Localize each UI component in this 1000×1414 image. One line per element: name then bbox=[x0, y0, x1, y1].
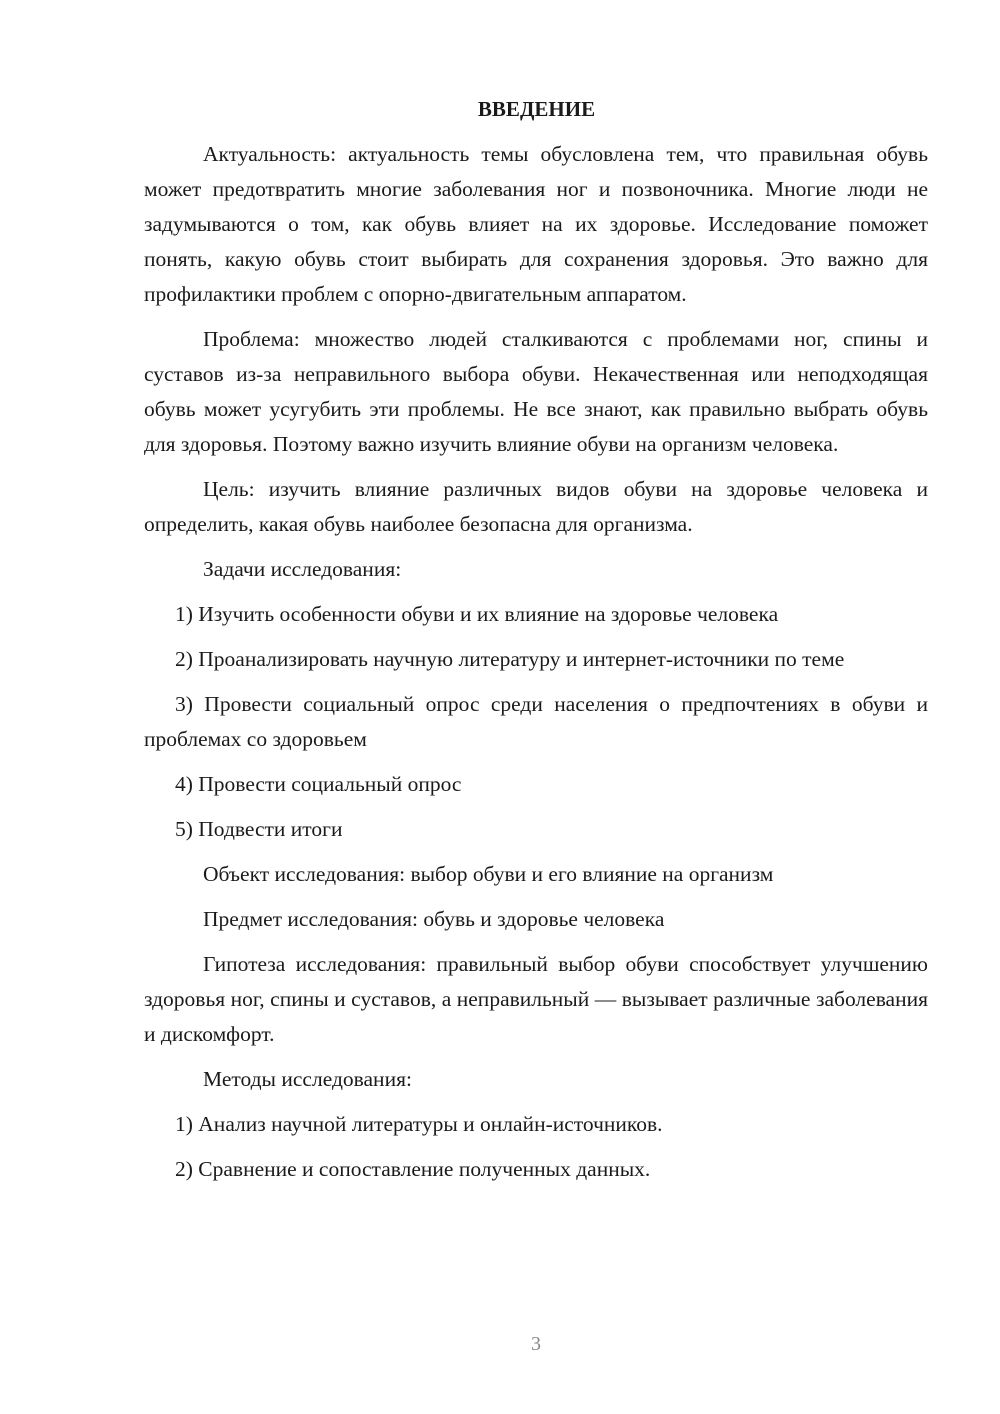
problem-paragraph: Проблема: множество людей сталкиваются с проблемами ног, спины и суставов из-за неправильного выбора обуви. Некачественная или неподходящая обувь может усугубить эти проблемы. Не все знают, как правильно выбрать обувь для здоровья. Поэтому важно изучить влияние обуви на организм человека. bbox=[144, 327, 928, 456]
section-heading: ВВЕДЕНИЕ bbox=[477, 97, 596, 121]
research-subject: Предмет исследования: обувь и здоровье человека bbox=[203, 907, 665, 931]
relevance-paragraph: Актуальность: актуальность темы обусловлена тем, что правильная обувь может предотвратить многие заболевания ног и позвоночника. Многие люди не задумываются о том, как обувь влияет на их здоровье. Исследование поможет понять, какую обувь стоит выбирать для сохранения здоровья. Это важно для профилактики проблем с опорно-двигательным аппаратом. bbox=[144, 142, 928, 306]
methods-heading: Методы исследования: bbox=[203, 1067, 412, 1091]
research-object: Объект исследования: выбор обуви и его влияние на организм bbox=[203, 862, 774, 886]
hypothesis-paragraph: Гипотеза исследования: правильный выбор обуви способствует улучшению здоровья ног, спины и суставов, а неправильный — вызывает различные заболевания и дискомфорт. bbox=[144, 952, 928, 1046]
task-item: 2) Проанализировать научную литературу и интернет-источники по теме bbox=[175, 647, 845, 671]
task-item: 1) Изучить особенности обуви и их влияние на здоровье человека bbox=[175, 602, 779, 626]
task-item: 4) Провести социальный опрос bbox=[175, 772, 462, 796]
tasks-heading: Задачи исследования: bbox=[203, 557, 402, 581]
document-page bbox=[144, 92, 928, 1197]
page-number: 3 bbox=[531, 1333, 541, 1355]
task-item: 3) Провести социальный опрос среди населения о предпочтениях в обуви и проблемах со здоровьем bbox=[144, 692, 928, 751]
method-item: 1) Анализ научной литературы и онлайн-источников. bbox=[175, 1112, 663, 1136]
method-item: 2) Сравнение и сопоставление полученных данных. bbox=[175, 1157, 651, 1181]
goal-paragraph: Цель: изучить влияние различных видов обуви на здоровье человека и определить, какая обувь наиболее безопасна для организма. bbox=[144, 477, 928, 536]
task-item: 5) Подвести итоги bbox=[175, 817, 343, 841]
